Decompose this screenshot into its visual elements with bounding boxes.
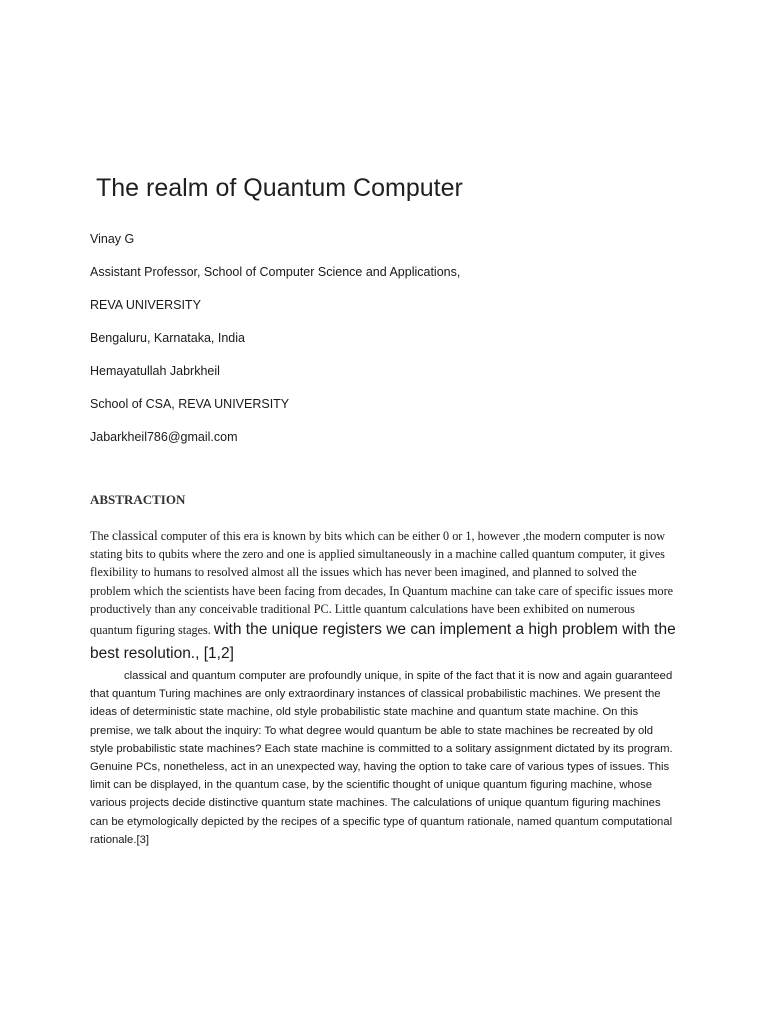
paper-title: The realm of Quantum Computer [96,174,463,202]
abstract-paragraph [90,527,680,666]
abstract-body: computer of this era is known by bits which can be either 0 or 1, however ,the modern computer is now stating bits to qubits where the zero and one is applied simultaneously in a machine called quantum computer, it gives flexibility to humans to resolved almost all the issues which has never been imagined, and planned to solved the problem which the scientists have been facing from decades, In Quantum machine can take care of specific issues more productively than any conceivable traditional PC. Little quantum calculations have been exhibited on numerous quantum figuring stages. [90,529,674,638]
author-role-1: Assistant Professor, School of Computer Science and Applications, [90,265,461,279]
author-university-1: REVA UNIVERSITY [90,298,201,312]
author-affiliation-2: School of CSA, REVA UNIVERSITY [90,397,290,411]
author-name-2: Hemayatullah Jabrkheil [90,364,220,378]
author-email-2[interactable]: Jabarkheil786@gmail.com [90,430,238,444]
abstract-emph-word: classical [112,528,158,543]
abstract-lead-word: The [90,529,109,543]
body-paragraph: classical and quantum computer are profoundly unique, in spite of the fact that it is now and again guaranteed that quantum Turing machines are only extraordinary instances of classical probabilistic machines. We present the ideas of deterministic state machine, old style probabilistic state machine and quantum state machine. On this premise, we talk about the inquiry: To what degree would quantum be able to state machines be recreated by old style probabilistic state machines? Each state machine is committed to a solitary assignment dictated by its program. Genuine PCs, nonetheless, act in an unexpected way, having the option to take care of various types of issues. This limit can be displayed, in the quantum case, by the scientific thought of unique quantum figuring machine, whose various projects decide distinctive quantum state machines. The calculations of unique quantum figuring machines can be etymologically depicted by the recipes of a specific type of quantum rationale, named quantum computational rationale.[3] [90,670,673,846]
author-name-1: Vinay G [90,232,135,246]
abstract-heading: ABSTRACTION [90,492,186,507]
abstract-highlight: with the unique registers we can implement a high problem with the best resolution., [1,2] [90,621,676,663]
author-location-1: Bengaluru, Karnataka, India [90,331,245,345]
